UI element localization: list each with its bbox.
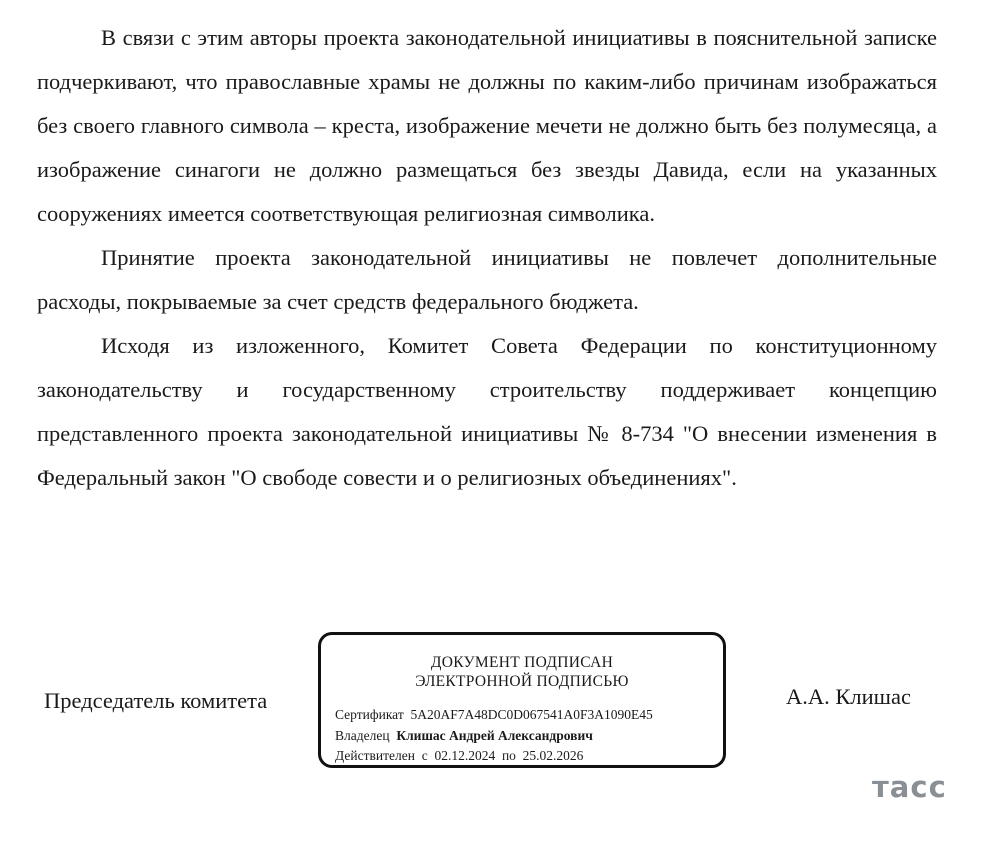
signature-footer: [0, 630, 983, 780]
paragraph-2: Принятие проекта законодательной инициативы не повлечет дополнительные расходы, покрываемые за счет средств федерального бюджета.: [37, 245, 937, 314]
document-body: [37, 16, 937, 500]
paragraph-1: В связи с этим авторы проекта законодательной инициативы в пояснительной записке подчеркивают, что православные храмы не должны по каким-либо причинам изображаться без своего главного символа – креста, изображение мечети не должно быть без полумесяца, а изображение синагоги не должно размещаться без звезды Давида, если на указанных сооружениях имеется соответствующая религиозная символика.: [37, 25, 937, 226]
stamp-title-line-2: ЭЛЕКТРОННОЙ ПОДПИСЬЮ: [415, 673, 629, 690]
valid-from-date: 02.12.2024: [434, 748, 496, 763]
signer-role: Председатель комитета: [44, 688, 268, 713]
valid-from-prefix: с: [421, 748, 428, 763]
stamp-certificate-row: [335, 705, 653, 726]
electronic-signature-stamp: [318, 632, 726, 768]
owner-label: Владелец: [335, 727, 390, 743]
owner-value: Клишас Андрей Александрович: [396, 727, 593, 743]
paragraph-3: Исходя из изложенного, Комитет Совета Федерации по конституционному законодательству и государственному строительству поддерживает концепцию представленного проекта законодательной инициативы № 8-734 "О внесении изменения в Федеральный закон "О свободе совести и о религиозных объединениях".: [37, 333, 937, 490]
signer-name: А.А. Клишас: [786, 684, 911, 709]
certificate-label: Сертификат: [335, 707, 404, 722]
stamp-details: [335, 705, 653, 767]
stamp-title-line-1: ДОКУМЕНТ ПОДПИСАН: [430, 654, 614, 671]
valid-to-prefix: по: [501, 748, 516, 763]
tass-logo: тасс: [872, 770, 947, 804]
certificate-value: 5A20AF7A48DC0D067541A0F3A1090E45: [410, 707, 653, 722]
stamp-owner-row: [335, 726, 653, 747]
stamp-validity-row: [335, 746, 653, 767]
stamp-title: [321, 653, 723, 691]
valid-to-date: 25.02.2026: [522, 748, 584, 763]
valid-label: Действителен: [335, 748, 415, 763]
